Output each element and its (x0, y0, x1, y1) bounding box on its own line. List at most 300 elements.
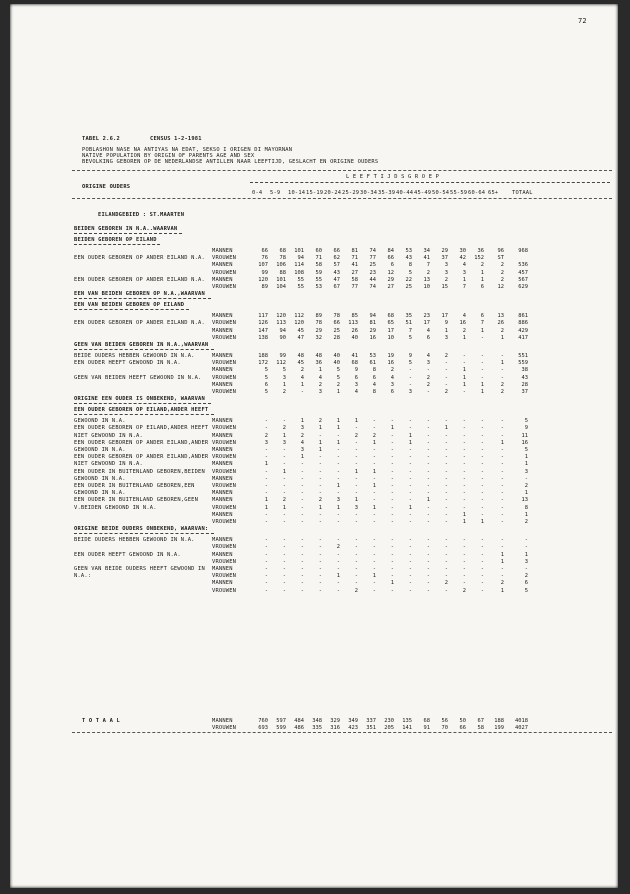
cell-value: - (426, 519, 430, 525)
cell-value: 71 (315, 255, 322, 262)
table-row (10, 544, 618, 550)
column-header: 0-4 (252, 190, 263, 196)
cell-value: 74 (369, 248, 376, 254)
cell-value: 44 (369, 276, 376, 283)
cell-value: - (282, 454, 286, 461)
cell-value: - (480, 360, 484, 367)
total-value: 188 (494, 718, 504, 724)
row-label: GEWOOND IN N.A. (74, 447, 126, 453)
cell-value: 107 (258, 262, 268, 269)
cell-value: 16 (459, 320, 466, 327)
cell-value: - (318, 558, 322, 565)
sex-label: MANNEN (212, 367, 233, 374)
cell-value: - (480, 461, 484, 468)
table-row (10, 588, 618, 594)
cell-value: - (372, 519, 376, 525)
cell-value: 65 (387, 320, 394, 327)
table-row (10, 573, 618, 579)
cell-value: - (300, 475, 304, 482)
cell-value: 2 (500, 580, 504, 587)
cell-value: 68 (387, 313, 394, 320)
cell-value: 60 (315, 248, 322, 254)
cell-value: 3 (282, 439, 286, 446)
cell-value: 16 (387, 360, 394, 367)
sex-label: VROUWEN (212, 504, 237, 511)
column-header: TOTAAL (512, 190, 533, 196)
sex-label: VROUWEN (212, 439, 237, 446)
cell-value: 6 (264, 381, 268, 388)
cell-value: - (336, 490, 340, 497)
cell-value: 114 (294, 262, 304, 269)
cell-value: 6 (480, 313, 484, 320)
section-underline (74, 414, 214, 415)
table-row (10, 320, 618, 326)
cell-value: 8 (524, 504, 528, 511)
sex-label: VROUWEN (212, 483, 237, 489)
row-label: EEN OUDER IN BUITENLAND GEBOREN,GEEN (74, 497, 199, 504)
cell-value: 5 (264, 367, 268, 374)
cell-value: 1 (264, 504, 268, 511)
cell-value: - (390, 432, 394, 439)
sex-label: VROUWEN (212, 425, 237, 432)
sex-label: VROUWEN (212, 544, 237, 551)
cell-value: - (318, 483, 322, 489)
cell-value: 68 (279, 248, 286, 254)
cell-value: 1 (372, 573, 376, 580)
cell-value: - (354, 544, 358, 551)
cell-value: 551 (518, 353, 528, 359)
sex-label: VROUWEN (212, 389, 237, 395)
cell-value: 3 (524, 468, 528, 475)
cell-value: 51 (405, 320, 412, 327)
cell-value: - (264, 587, 268, 594)
cell-value: 12 (387, 269, 394, 276)
column-header: 25-29 (342, 190, 360, 196)
sex-label: MANNEN (212, 262, 233, 269)
cell-value: - (408, 558, 412, 565)
cell-value: 15 (441, 284, 448, 290)
row-label: NIET GEWOOND IN N.A. (74, 432, 143, 439)
total-value: 348 (312, 718, 322, 724)
cell-value: 2 (336, 544, 340, 551)
cell-value: - (300, 497, 304, 504)
cell-value: - (480, 573, 484, 580)
origin-column-label: ORIGINE OUDERS (82, 184, 131, 190)
cell-value: 1 (426, 497, 430, 504)
cell-value: 48 (297, 353, 304, 359)
cell-value: - (426, 558, 430, 565)
cell-value: - (426, 439, 430, 446)
cell-value: - (354, 519, 358, 525)
table-row (10, 461, 618, 467)
cell-value: - (408, 551, 412, 558)
cell-value: - (354, 475, 358, 482)
cell-value: 13 (423, 276, 430, 283)
row-label: GEWOOND IN N.A. (74, 490, 126, 497)
cell-value: - (300, 587, 304, 594)
cell-value: - (336, 558, 340, 565)
sex-label: VROUWEN (212, 255, 237, 262)
cell-value: - (354, 454, 358, 461)
cell-value: 2 (524, 483, 528, 489)
cell-value: - (408, 511, 412, 518)
cell-value: - (480, 432, 484, 439)
cell-value: 1 (264, 461, 268, 468)
column-header: 10-14 (288, 190, 306, 196)
cell-value: - (500, 468, 504, 475)
section-row (10, 291, 618, 297)
cell-value: - (336, 432, 340, 439)
cell-value: 1 (318, 447, 322, 453)
cell-value: - (318, 519, 322, 525)
cell-value: - (444, 566, 448, 572)
sex-label: MANNEN (212, 566, 233, 572)
cell-value: - (336, 461, 340, 468)
cell-value: - (426, 504, 430, 511)
cell-value: - (318, 580, 322, 587)
cell-value: 1 (318, 367, 322, 374)
sex-label: MANNEN (212, 276, 233, 283)
section-row (10, 342, 618, 348)
cell-value: 61 (369, 360, 376, 367)
census-date: CENSUS 1-2-1981 (150, 136, 202, 142)
cell-value: - (462, 573, 466, 580)
cell-value: 108 (294, 269, 304, 276)
cell-value: 30 (459, 248, 466, 254)
cell-value: 1 (500, 558, 504, 565)
cell-value: 25 (333, 327, 340, 334)
cell-value: 113 (348, 320, 358, 327)
cell-value: - (444, 439, 448, 446)
cell-value: 36 (477, 248, 484, 254)
cell-value: - (480, 425, 484, 432)
cell-value: 8 (408, 262, 412, 269)
cell-value: - (500, 454, 504, 461)
sex-label: MANNEN (212, 551, 233, 558)
cell-value: - (426, 551, 430, 558)
total-value: 50 (459, 718, 466, 724)
cell-value: 112 (294, 313, 304, 320)
cell-value: 26 (497, 320, 504, 327)
title-english: NATIVE POPULATION BY ORIGIN OF PARENTS AGE AND SEX (82, 153, 255, 159)
cell-value: - (372, 587, 376, 594)
cell-value: - (372, 490, 376, 497)
cell-value: - (264, 490, 268, 497)
cell-value: 94 (279, 327, 286, 334)
cell-value: 2 (500, 262, 504, 269)
total-value: 66 (459, 725, 466, 731)
cell-value: 4 (426, 353, 430, 359)
cell-value: - (426, 461, 430, 468)
table-row (10, 483, 618, 489)
cell-value: 13 (521, 497, 528, 504)
cell-value: 8 (372, 367, 376, 374)
cell-value: - (390, 511, 394, 518)
cell-value: 1 (354, 418, 358, 425)
cell-value: - (444, 381, 448, 388)
sex-label: VROUWEN (212, 558, 237, 565)
cell-value: - (390, 537, 394, 544)
cell-value: 43 (333, 269, 340, 276)
cell-value: 3 (336, 497, 340, 504)
cell-value: 3 (300, 425, 304, 432)
cell-value: - (500, 432, 504, 439)
row-label: EEN OUDER GEBOREN OP ANDER EILAND,ANDER (74, 454, 209, 461)
cell-value: 27 (351, 269, 358, 276)
cell-value: 968 (518, 248, 528, 254)
cell-value: - (372, 418, 376, 425)
sex-label: MANNEN (212, 432, 233, 439)
cell-value: - (426, 580, 430, 587)
cell-value: - (264, 418, 268, 425)
cell-value: - (408, 418, 412, 425)
cell-value: 4 (372, 381, 376, 388)
cell-value: 1 (318, 504, 322, 511)
cell-value: 5 (282, 367, 286, 374)
cell-value: 34 (423, 248, 430, 254)
cell-value: 66 (333, 320, 340, 327)
cell-value: - (408, 573, 412, 580)
cell-value: 1 (390, 580, 394, 587)
cell-value: - (500, 519, 504, 525)
cell-value: 120 (294, 320, 304, 327)
cell-value: 1 (524, 511, 528, 518)
total-value: 91 (423, 725, 430, 731)
cell-value: 94 (297, 255, 304, 262)
cell-value: - (264, 544, 268, 551)
cell-value: - (408, 374, 412, 381)
cell-value: - (336, 580, 340, 587)
cell-value: - (500, 544, 504, 551)
cell-value: 2 (318, 418, 322, 425)
cell-value: 188 (258, 353, 268, 359)
cell-value: - (480, 511, 484, 518)
cell-value: 6 (390, 262, 394, 269)
cell-value: - (354, 573, 358, 580)
cell-value: 5 (408, 360, 412, 367)
cell-value: 10 (387, 334, 394, 341)
row-label: BEIDE OUDERS HEBBEN GEWOOND IN N.A. (74, 353, 195, 359)
cell-value: 1 (282, 504, 286, 511)
cell-value: - (500, 425, 504, 432)
total-value: 597 (276, 718, 286, 724)
total-value: 599 (276, 725, 286, 731)
column-header: 40-44 (396, 190, 414, 196)
cell-value: - (462, 537, 466, 544)
cell-value: 1 (354, 497, 358, 504)
cell-value: - (300, 580, 304, 587)
cell-value: 23 (369, 269, 376, 276)
cell-value: - (500, 461, 504, 468)
cell-value: 172 (258, 360, 268, 367)
cell-value: - (282, 475, 286, 482)
total-value: 135 (402, 718, 412, 724)
cell-value: - (354, 447, 358, 453)
cell-value: 71 (351, 255, 358, 262)
total-value: 486 (294, 725, 304, 731)
cell-value: 2 (354, 432, 358, 439)
row-label: GEEN VAN BEIDEN GEBOREN IN N.A.,WAARVAN (74, 342, 209, 348)
cell-value: 7 (426, 262, 430, 269)
cell-value: 2 (444, 580, 448, 587)
cell-value: - (354, 483, 358, 489)
cell-value: 4 (462, 313, 466, 320)
table-row (10, 255, 618, 261)
total-value: 4018 (515, 718, 528, 724)
cell-value: 74 (369, 284, 376, 290)
cell-value: - (426, 425, 430, 432)
cell-value: 1 (500, 360, 504, 367)
row-label: EEN OUDER HEEFT GEWOOND IN N.A. (74, 360, 181, 367)
total-value: 68 (423, 718, 430, 724)
cell-value: - (264, 519, 268, 525)
cell-value: - (480, 483, 484, 489)
cell-value: - (426, 566, 430, 572)
table-row (10, 277, 618, 283)
cell-value: - (480, 566, 484, 572)
cell-value: - (372, 544, 376, 551)
table-row (10, 476, 618, 482)
cell-value: - (318, 511, 322, 518)
sex-label: MANNEN (212, 447, 233, 453)
row-label: EEN OUDER IN BUITENLAND GEBOREN,BEIDEN (74, 468, 205, 475)
cell-value: 5 (524, 418, 528, 425)
cell-value: - (500, 447, 504, 453)
cell-value: 1 (372, 504, 376, 511)
table-row (10, 284, 618, 290)
table-bottom-rule (72, 732, 612, 733)
cell-value: 1 (444, 327, 448, 334)
cell-value: - (300, 537, 304, 544)
cell-value: 2 (462, 327, 466, 334)
cell-value: - (408, 483, 412, 489)
cell-value: - (480, 580, 484, 587)
cell-value: - (336, 537, 340, 544)
cell-value: 57 (333, 262, 340, 269)
row-label: GEWOOND IN N.A. (74, 475, 126, 482)
row-label: EEN VAN BEIDEN GEBOREN OP N.A.,WAARVAN (74, 291, 205, 298)
cell-value: 1 (480, 389, 484, 395)
cell-value: - (426, 418, 430, 425)
cell-value: - (500, 490, 504, 497)
total-value: 199 (494, 725, 504, 731)
cell-value: - (390, 490, 394, 497)
cell-value: - (372, 580, 376, 587)
sex-label: MANNEN (212, 580, 233, 587)
cell-value: - (282, 558, 286, 565)
cell-value: 2 (264, 432, 268, 439)
cell-value: 2 (372, 432, 376, 439)
cell-value: - (444, 447, 448, 453)
cell-value: - (318, 566, 322, 572)
cell-value: - (500, 497, 504, 504)
cell-value: 32 (315, 334, 322, 341)
cell-value: 1 (480, 269, 484, 276)
cell-value: - (524, 475, 528, 482)
cell-value: 3 (264, 439, 268, 446)
total-row-mannen (10, 718, 618, 724)
cell-value: 3 (426, 360, 430, 367)
cell-value: - (408, 497, 412, 504)
cell-value: - (354, 537, 358, 544)
cell-value: 66 (261, 248, 268, 254)
cell-value: 1 (462, 276, 466, 283)
section-row (10, 226, 618, 232)
section-underline (74, 244, 160, 245)
table-row (10, 440, 618, 446)
sex-label: MANNEN (212, 313, 233, 320)
cell-value: 28 (521, 381, 528, 388)
table-row (10, 353, 618, 359)
cell-value: - (354, 551, 358, 558)
cell-value: 10 (423, 284, 430, 290)
table-row (10, 418, 618, 424)
cell-value: - (524, 544, 528, 551)
cell-value: 81 (369, 320, 376, 327)
island-name: EILANDGEBIED : ST.MAARTEN (98, 212, 185, 218)
cell-value: 40 (333, 353, 340, 359)
section-row (10, 396, 618, 402)
cell-value: 457 (518, 269, 528, 276)
cell-value: - (264, 454, 268, 461)
cell-value: 417 (518, 334, 528, 341)
cell-value: 27 (387, 284, 394, 290)
cell-value: 2 (500, 327, 504, 334)
cell-value: - (390, 483, 394, 489)
sex-label: MANNEN (212, 353, 233, 359)
column-header: 20-24 (324, 190, 342, 196)
cell-value: 1 (390, 425, 394, 432)
cell-value: - (426, 389, 430, 395)
table-row (10, 497, 618, 503)
cell-value: - (390, 447, 394, 453)
cell-value: - (524, 537, 528, 544)
cell-value: - (390, 454, 394, 461)
cell-value: 40 (333, 360, 340, 367)
cell-value: 3 (408, 389, 412, 395)
cell-value: 117 (258, 313, 268, 320)
cell-value: 3 (444, 269, 448, 276)
sex-label: MANNEN (212, 248, 233, 254)
cell-value: - (282, 580, 286, 587)
cell-value: - (500, 418, 504, 425)
cell-value: - (354, 461, 358, 468)
cell-value: 2 (282, 389, 286, 395)
cell-value: 5 (336, 367, 340, 374)
section-row (10, 302, 618, 308)
column-header: 65+ (488, 190, 499, 196)
cell-value: - (300, 519, 304, 525)
cell-value: 1 (300, 454, 304, 461)
cell-value: - (480, 353, 484, 359)
cell-value: 89 (261, 284, 268, 290)
cell-value: 16 (369, 334, 376, 341)
cell-value: 11 (521, 432, 528, 439)
cell-value: 47 (297, 334, 304, 341)
cell-value: - (462, 425, 466, 432)
total-label: T O T A A L (82, 718, 120, 724)
cell-value: 2 (426, 381, 430, 388)
cell-value: - (444, 432, 448, 439)
cell-value: 1 (480, 381, 484, 388)
cell-value: 22 (405, 276, 412, 283)
cell-value: - (462, 475, 466, 482)
cell-value: - (462, 558, 466, 565)
cell-value: - (390, 504, 394, 511)
document-page (10, 4, 618, 888)
cell-value: 17 (387, 327, 394, 334)
cell-value: 120 (258, 276, 268, 283)
